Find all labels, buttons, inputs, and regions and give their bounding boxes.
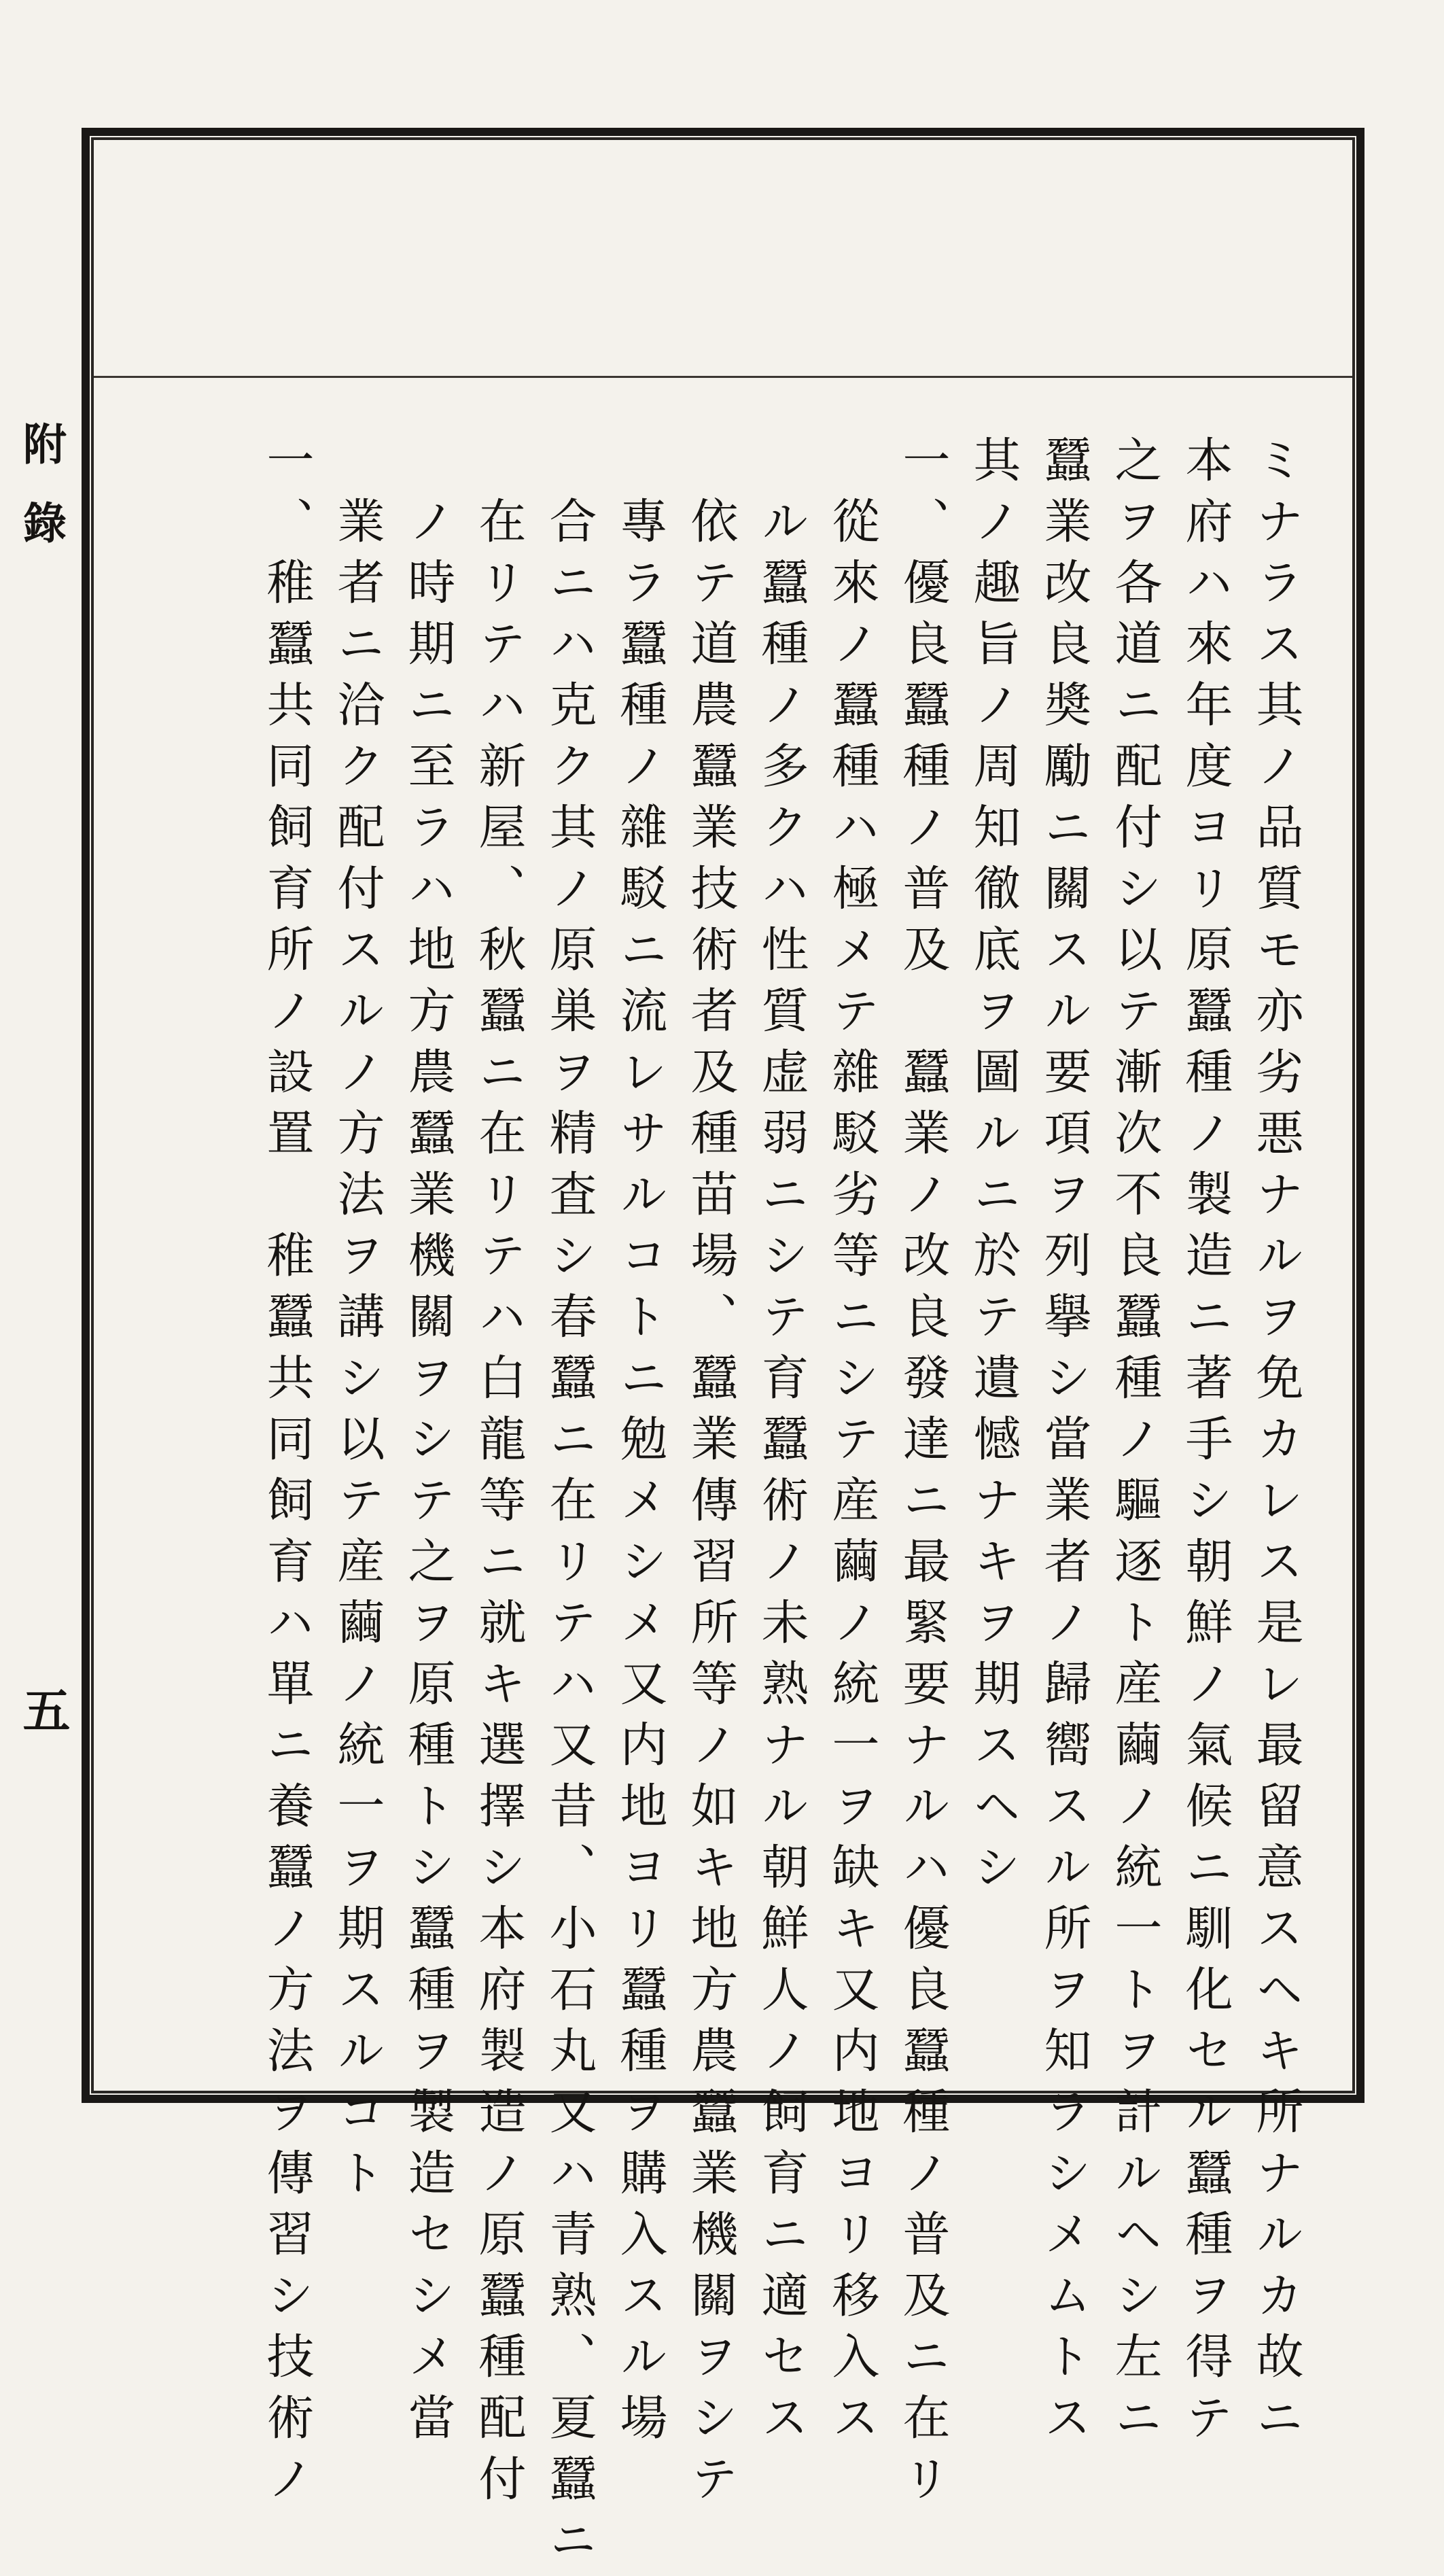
text-column: 業者ニ洽ク配付スルノ方法ヲ講シ以テ産繭ノ統一ヲ期スルコト [330, 496, 385, 2209]
text-column: 依テ道農蠶業技術者及種苗場、蠶業傳習所等ノ如キ地方農蠶業機關ヲシテ [683, 496, 739, 2515]
text-column: 合ニハ克ク其ノ原巣ヲ精査シ春蠶ニ在リテハ又昔、小石丸又ハ青熟、夏蠶ニ [542, 496, 597, 2576]
text-column: ル蠶種ノ多クハ性質虚弱ニシテ育蠶術ノ未熟ナル朝鮮人ノ飼育ニ適セス [754, 496, 809, 2454]
text-column: ノ時期ニ至ラハ地方農蠶業機關ヲシテ之ヲ原種トシ蠶種ヲ製造セシメ當 [400, 496, 456, 2454]
text-column: ミナラス其ノ品質モ亦劣悪ナルヲ免カレス是レ最留意スヘキ所ナルカ故ニ [1248, 435, 1304, 2454]
running-head-chapter: 附錄 [16, 421, 67, 579]
section-heading-column: 一、優良蠶種ノ普及 蠶業ノ改良發達ニ最緊要ナルハ優良蠶種ノ普及ニ在リ [895, 435, 951, 2515]
text-column: 在リテハ新屋、秋蠶ニ在リテハ白龍等ニ就キ選擇シ本府製造ノ原蠶種配付 [471, 496, 527, 2515]
text-column: 蠶業改良奬勵ニ關スル要項ヲ列擧シ當業者ノ歸嚮スル所ヲ知ラシメムトス [1036, 435, 1092, 2454]
text-column: 從來ノ蠶種ハ極メテ雜駁劣等ニシテ産繭ノ統一ヲ缺キ又内地ヨリ移入ス [824, 496, 880, 2454]
section-heading-column: 一、稚蠶共同飼育所ノ設置 稚蠶共同飼育ハ單ニ養蠶ノ方法ヲ傳習シ技術ノ [259, 435, 315, 2515]
text-column: 專ラ蠶種ノ雜駁ニ流レサルコトニ勉メシメ又内地ヨリ蠶種ヲ購入スル場 [612, 496, 668, 2454]
page-number: 五 [15, 1686, 71, 1733]
header-rule [94, 376, 1352, 378]
text-column: 之ヲ各道ニ配付シ以テ漸次不良蠶種ノ驅逐ト産繭ノ統一トヲ計ルヘシ左ニ [1107, 435, 1163, 2454]
text-column: 本府ハ來年度ヨリ原蠶種ノ製造ニ著手シ朝鮮ノ氣候ニ馴化セル蠶種ヲ得テ [1178, 435, 1233, 2454]
body-text [143, 435, 1311, 2576]
text-column: 其ノ趣旨ノ周知徹底ヲ圖ルニ於テ遺憾ナキヲ期スヘシ [966, 435, 1021, 1903]
